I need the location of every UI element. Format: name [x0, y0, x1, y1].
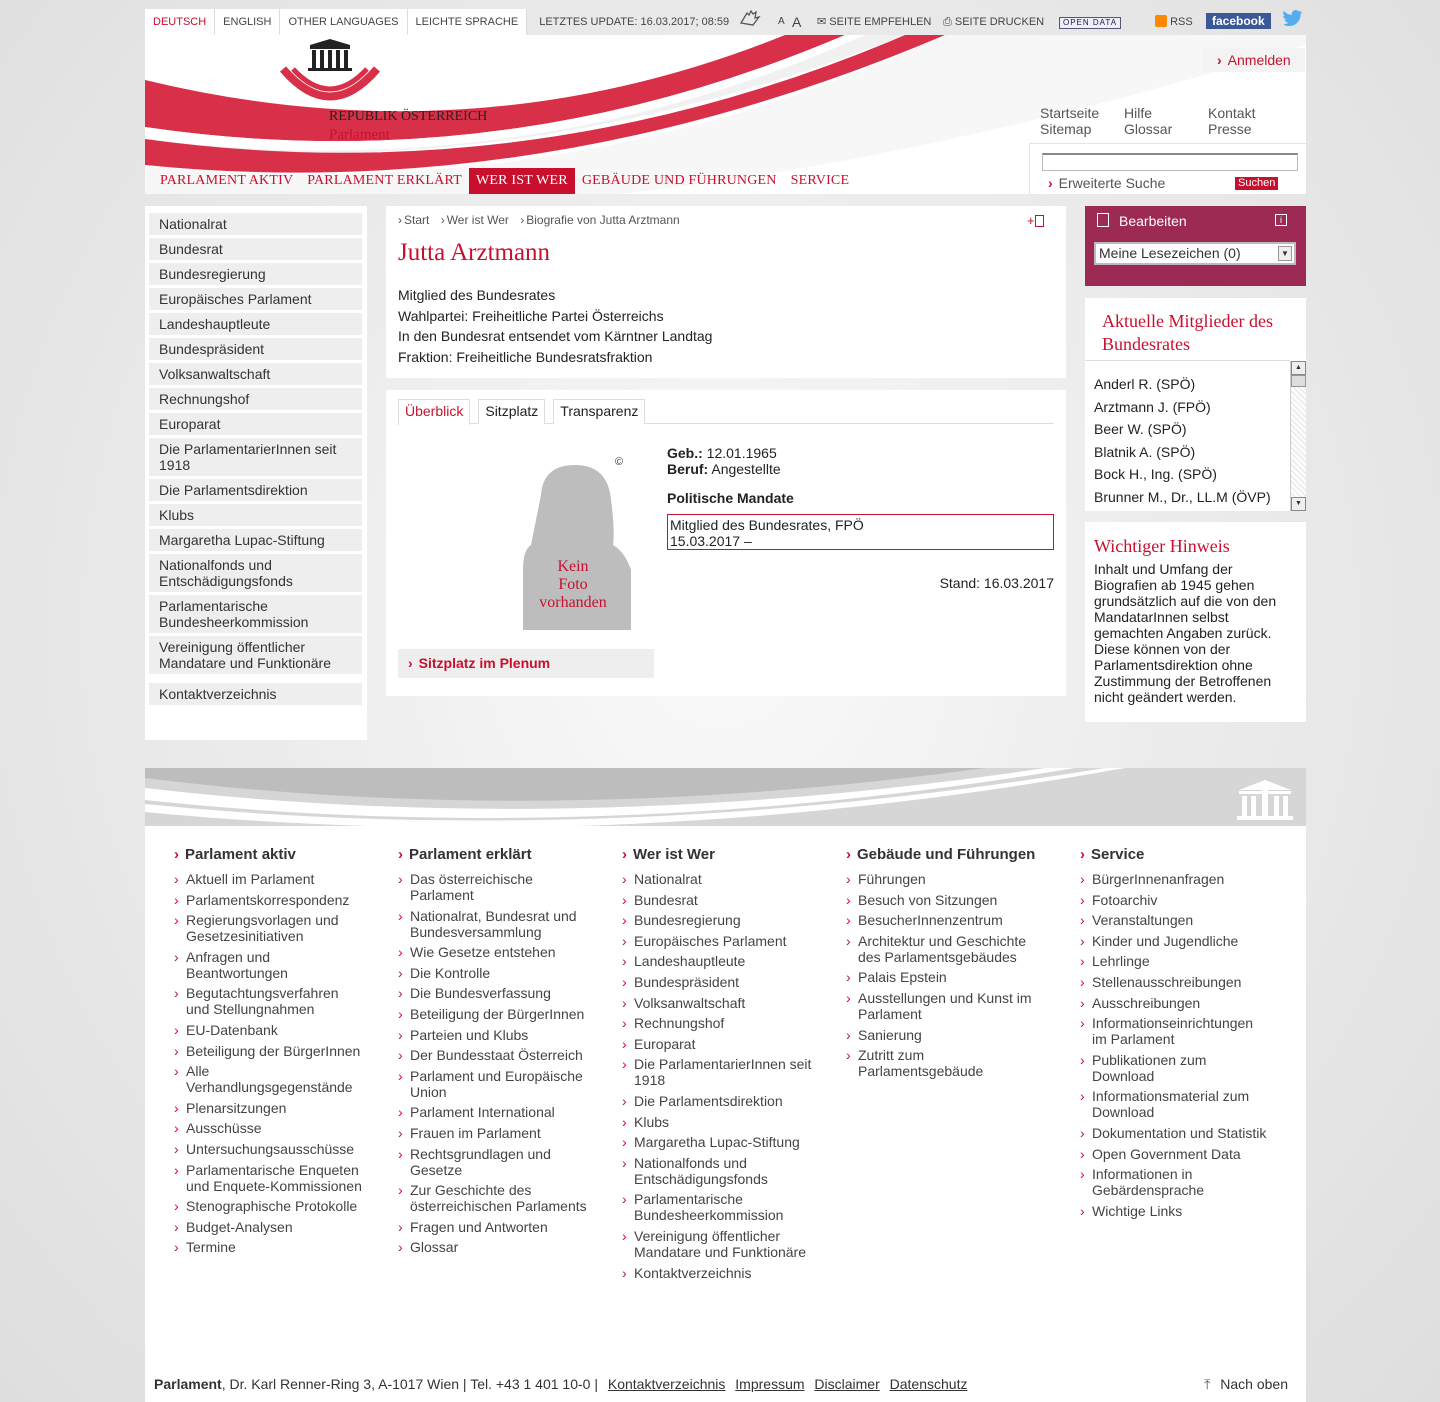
- footer-link-disclaimer[interactable]: Disclaimer: [814, 1376, 880, 1392]
- footer-link[interactable]: › Zur Geschichte des österreichischen Parlaments: [398, 1182, 588, 1214]
- footer-column: [1080, 846, 1270, 1223]
- scroll-up-icon[interactable]: ▲: [1291, 361, 1306, 375]
- footer-link[interactable]: › Europäisches Parlament: [622, 933, 812, 949]
- list-item[interactable]: Anderl R. (SPÖ): [1094, 376, 1196, 392]
- profile-facts: [398, 285, 712, 367]
- footer-column: [846, 846, 1036, 1084]
- list-item[interactable]: Arztmann J. (FPÖ): [1094, 398, 1211, 415]
- footer-link[interactable]: › Ausschreibungen: [1080, 995, 1270, 1011]
- edit-box: [1085, 206, 1306, 286]
- lang-deutsch[interactable]: DEUTSCH: [145, 9, 215, 35]
- footer-column: [622, 846, 812, 1285]
- footer-address: , Dr. Karl Renner-Ring 3, A-1017 Wien | Tel. +43 1 401 10-0 |: [221, 1376, 598, 1392]
- nav-wer-ist-wer[interactable]: WER IST WER: [469, 168, 575, 194]
- list-item[interactable]: Blatnik A. (SPÖ): [1094, 443, 1196, 460]
- footer-link[interactable]: › Parlament International: [398, 1104, 588, 1120]
- sidebar-item-nationalrat[interactable]: Nationalrat: [149, 213, 362, 235]
- seat-plenum-link[interactable]: › Sitzplatz im Plenum: [398, 649, 654, 678]
- sidebar-item-parlamentsdirektion[interactable]: Die Parlamentsdirektion: [149, 479, 362, 501]
- chevron-down-icon: ▼: [1278, 246, 1292, 261]
- footer-link[interactable]: › Termine: [174, 1239, 364, 1255]
- footer-link[interactable]: › Parlament und Europäische Union: [398, 1068, 588, 1100]
- advanced-search-link[interactable]: › Erweiterte Suche: [1048, 175, 1165, 191]
- footer-link[interactable]: › Klubs: [622, 1114, 812, 1130]
- footer-link[interactable]: › Besuch von Sitzungen: [846, 892, 1036, 908]
- logo-line-parlament: Parlament: [329, 127, 390, 143]
- list-item[interactable]: Bock H., Ing. (SPÖ): [1094, 466, 1217, 482]
- footer-link[interactable]: › Glossar: [398, 1239, 588, 1255]
- search-area: [1029, 143, 1306, 194]
- footer-column: [174, 846, 364, 1260]
- footer-link[interactable]: › Beteiligung der BürgerInnen: [174, 1043, 364, 1059]
- sidebar-item-bundesrat[interactable]: Bundesrat: [149, 238, 362, 260]
- sidebar-item-klubs[interactable]: Klubs: [149, 504, 362, 526]
- rss-icon: [1155, 15, 1167, 27]
- meta-presse[interactable]: Presse: [1208, 121, 1252, 137]
- footer-link[interactable]: › Anfragen und Beantwortungen: [174, 949, 364, 981]
- sidebar-item-europarat[interactable]: Europarat: [149, 413, 362, 435]
- tab-ueberblick[interactable]: Überblick: [398, 399, 470, 425]
- footer-link[interactable]: › Informationsmaterial zum Download: [1080, 1088, 1270, 1120]
- footer-link[interactable]: › BesucherInnenzentrum: [846, 912, 1036, 928]
- open-data-link[interactable]: [1059, 9, 1121, 35]
- back-to-top-link[interactable]: ⤒ Nach oben: [1204, 1376, 1288, 1393]
- fact-wahlpartei: Wahlpartei: Freiheitliche Partei Österreichs: [398, 307, 664, 324]
- birth-label: Geb.:: [667, 445, 703, 461]
- footer-link[interactable]: › Plenarsitzungen: [174, 1100, 364, 1116]
- last-update: LETZTES UPDATE: 16.03.2017; 08:59: [539, 16, 730, 28]
- sidebar-item-landeshauptleute[interactable]: Landeshauptleute: [149, 313, 362, 335]
- footer-link[interactable]: › Vereinigung öffentlicher Mandatare und Funktionäre: [622, 1228, 812, 1260]
- footer-link[interactable]: › Bundesrat: [622, 892, 812, 908]
- footer-link[interactable]: › Wie Gesetze entstehen: [398, 944, 588, 960]
- footer-link[interactable]: › Volksanwaltschaft: [622, 995, 812, 1011]
- sidebar-item-bundesheerkommission[interactable]: Parlamentarische Bundesheerkommission: [149, 595, 362, 633]
- list-item[interactable]: Brunner M., Dr., LL.M (ÖVP): [1094, 488, 1271, 505]
- no-photo-text: [523, 558, 623, 612]
- search-input[interactable]: [1042, 153, 1298, 171]
- sidebar: [145, 206, 367, 740]
- footer-link[interactable]: › Die Kontrolle: [398, 965, 588, 981]
- breadcrumb-current: › Biografie von Jutta Arztmann: [520, 213, 679, 227]
- footer-link[interactable]: › Rechtsgrundlagen und Gesetze: [398, 1146, 588, 1178]
- main-navigation: [145, 168, 856, 194]
- profile-card: [386, 206, 1066, 378]
- mandate-line-2: 15.03.2017 –: [670, 533, 752, 549]
- footer-link[interactable]: › Landeshauptleute: [622, 953, 812, 969]
- footer-link[interactable]: › Bundesregierung: [622, 912, 812, 928]
- footer-link[interactable]: › Informationseinrichtungen im Parlament: [1080, 1015, 1270, 1047]
- footer-link[interactable]: › Die ParlamentarierInnen seit 1918: [622, 1056, 812, 1088]
- members-list: [1085, 360, 1290, 510]
- font-small-button[interactable]: A: [778, 16, 785, 27]
- rss-label: RSS: [1170, 16, 1193, 28]
- meta-startseite[interactable]: Startseite: [1040, 105, 1100, 121]
- fact-fraktion: Fraktion: Freiheitliche Bundesratsfraktion: [398, 348, 653, 365]
- footer-swoosh: [145, 768, 1306, 826]
- footer-link[interactable]: › Nationalrat, Bundesrat und Bundesversammlung: [398, 908, 588, 940]
- current-members-box: [1085, 298, 1306, 511]
- recommend-label: SEITE EMPFEHLEN: [829, 16, 932, 28]
- footer-link[interactable]: › Parlamentarische Bundesheerkommission: [622, 1191, 812, 1223]
- edit-title: Bearbeiten: [1119, 213, 1187, 229]
- meta-sitemap[interactable]: Sitemap: [1040, 121, 1092, 137]
- footer-link[interactable]: › Das österreichische Parlament: [398, 871, 588, 903]
- mandate-line-1: Mitglied des Bundesrates, FPÖ: [670, 517, 864, 533]
- footer-column-title[interactable]: › Gebäude und Führungen: [846, 846, 1036, 863]
- footer-link[interactable]: › Parlamentarische Enqueten und Enquete-Kommissionen: [174, 1162, 364, 1194]
- footer-link[interactable]: › Stellenausschreibungen: [1080, 974, 1270, 990]
- page-title: Jutta Arztmann: [398, 239, 551, 266]
- copyright-symbol: ©: [615, 456, 624, 468]
- footer-link[interactable]: › Dokumentation und Statistik: [1080, 1125, 1270, 1141]
- sign-language-icon[interactable]: [739, 9, 761, 35]
- parliament-building-icon: [1235, 776, 1295, 822]
- footer-link[interactable]: › Publikationen zum Download: [1080, 1052, 1270, 1084]
- print-link[interactable]: [943, 9, 1044, 35]
- footer-link[interactable]: › Die Bundesverfassung: [398, 985, 588, 1001]
- tab-bar: [398, 399, 1054, 424]
- logo-line-republik: REPUBLIK ÖSTERREICH: [329, 109, 488, 124]
- footer-link[interactable]: › Alle Verhandlungsgegenstände: [174, 1063, 364, 1095]
- footer-link[interactable]: › Stenographische Protokolle: [174, 1198, 364, 1214]
- nav-parlament-erklaert[interactable]: PARLAMENT ERKLÄRT: [307, 173, 462, 188]
- meta-navigation: [1040, 105, 1292, 137]
- bookmarks-select[interactable]: [1094, 242, 1296, 265]
- footer-link[interactable]: › Regierungsvorlagen und Gesetzesinitiativen: [174, 912, 364, 944]
- meta-hilfe[interactable]: Hilfe: [1124, 105, 1153, 121]
- print-label: SEITE DRUCKEN: [954, 16, 1045, 28]
- mandates-heading: Politische Mandate: [667, 490, 794, 506]
- recommend-link[interactable]: [817, 9, 931, 35]
- birth-date: 12.01.1965: [706, 445, 777, 461]
- site-footer: [145, 768, 1306, 1402]
- sidebar-item-bundesregierung[interactable]: Bundesregierung: [149, 263, 362, 285]
- profession-label: Beruf:: [667, 461, 709, 477]
- sidebar-item-vereinigung-mandatare[interactable]: Vereinigung öffentlicher Mandatare und Funktionäre: [149, 636, 362, 674]
- sidebar-item-kontaktverzeichnis[interactable]: Kontaktverzeichnis: [149, 683, 362, 705]
- twitter-icon[interactable]: [1283, 9, 1303, 35]
- footer-link-kontaktverzeichnis[interactable]: Kontaktverzeichnis: [607, 1376, 726, 1392]
- notice-box: [1085, 522, 1306, 722]
- footer-link[interactable]: › Parteien und Klubs: [398, 1027, 588, 1043]
- footer-link[interactable]: › Fragen und Antworten: [398, 1219, 588, 1235]
- footer-link[interactable]: › Zutritt zum Parlamentsgebäude: [846, 1047, 1036, 1079]
- footer-link[interactable]: › Europarat: [622, 1036, 812, 1052]
- nav-service[interactable]: SERVICE: [790, 173, 850, 188]
- printer-icon: ⎙: [943, 16, 952, 28]
- footer-link[interactable]: › Margaretha Lupac-Stiftung: [622, 1134, 812, 1150]
- sidebar-item-rechnungshof[interactable]: Rechnungshof: [149, 388, 362, 410]
- footer-column-title[interactable]: › Service: [1080, 846, 1270, 863]
- footer-link[interactable]: › Sanierung: [846, 1027, 1036, 1043]
- tab-transparenz[interactable]: Transparenz: [553, 399, 645, 424]
- notice-text: Inhalt und Umfang der Biografien ab 1945 gehen grundsätzlich auf die von den MandatarInnen selbst gemachten Angaben zurück. Diese können von der Parlamentsdirektion ohne Zustimmung der Betroffenen nicht geändert werden.: [1094, 561, 1277, 705]
- sidebar-item-parlamentarierinnen-1918[interactable]: Die ParlamentarierInnen seit 1918: [149, 438, 362, 476]
- members-heading: Aktuelle Mitglieder des Bundesrates: [1102, 311, 1273, 354]
- footer-link[interactable]: › Der Bundesstaat Österreich: [398, 1047, 588, 1063]
- footer-link[interactable]: › Architektur und Geschichte des Parlamentsgebäudes: [846, 933, 1036, 965]
- footer-link[interactable]: › Bundespräsident: [622, 974, 812, 990]
- footer-link[interactable]: › BürgerInnenanfragen: [1080, 871, 1270, 887]
- bookmarks-value: Meine Lesezeichen (0): [1099, 245, 1241, 261]
- meta-kontakt[interactable]: Kontakt: [1208, 105, 1256, 121]
- facebook-link[interactable]: [1206, 9, 1271, 35]
- footer-link[interactable]: › Veranstaltungen: [1080, 912, 1270, 928]
- footer-link[interactable]: › Begutachtungsverfahren und Stellungnahmen: [174, 985, 364, 1017]
- personal-details: [667, 445, 781, 477]
- footer-address-bar: [154, 1376, 967, 1392]
- sidebar-item-nationalfonds[interactable]: Nationalfonds und Entschädigungsfonds: [149, 554, 362, 592]
- footer-link[interactable]: › Untersuchungsausschüsse: [174, 1141, 364, 1157]
- footer-link[interactable]: › Aktuell im Parlament: [174, 871, 364, 887]
- nav-parlament-aktiv[interactable]: PARLAMENT AKTIV: [160, 173, 294, 188]
- notice-heading: Wichtiger Hinweis: [1094, 536, 1230, 556]
- footer-link[interactable]: › Fotoarchiv: [1080, 892, 1270, 908]
- fact-mitglied: Mitglied des Bundesrates: [398, 287, 556, 303]
- fact-entsendet: In den Bundesrat entsendet vom Kärntner Landtag: [398, 328, 713, 344]
- breadcrumb-wer-ist-wer[interactable]: › Wer ist Wer: [441, 213, 509, 227]
- search-button[interactable]: Suchen: [1235, 177, 1278, 190]
- info-icon[interactable]: i: [1275, 214, 1287, 226]
- meta-glossar[interactable]: Glossar: [1124, 121, 1173, 137]
- logo-text[interactable]: [329, 107, 487, 145]
- parliament-logo: [275, 39, 395, 109]
- footer-link[interactable]: › Budget-Analysen: [174, 1219, 364, 1235]
- sidebar-item-europaeisches-parlament[interactable]: Europäisches Parlament: [149, 288, 362, 310]
- footer-link[interactable]: › Palais Epstein: [846, 969, 1036, 985]
- lang-leichte-sprache[interactable]: LEICHTE SPRACHE: [408, 9, 528, 35]
- site-header: [145, 35, 1306, 194]
- rss-link[interactable]: [1155, 9, 1193, 35]
- footer-link[interactable]: › Führungen: [846, 871, 1036, 887]
- add-bookmark-icon[interactable]: +: [1027, 213, 1044, 228]
- font-large-button[interactable]: A: [792, 14, 802, 30]
- scroll-down-icon[interactable]: ▼: [1291, 497, 1306, 511]
- footer-link[interactable]: › Beteiligung der BürgerInnen: [398, 1006, 588, 1022]
- scroll-thumb[interactable]: [1291, 375, 1306, 387]
- footer-column-title[interactable]: › Wer ist Wer: [622, 846, 812, 863]
- breadcrumb-start[interactable]: › Start: [398, 213, 429, 227]
- mandate-box: [667, 514, 1054, 550]
- bookmark-icon: [1097, 213, 1109, 227]
- nav-gebaeude-fuehrungen[interactable]: GEBÄUDE UND FÜHRUNGEN: [581, 173, 777, 188]
- footer-link[interactable]: › Nationalfonds und Entschädigungsfonds: [622, 1155, 812, 1187]
- profession-value: Angestellte: [711, 461, 781, 477]
- facebook-logo: facebook: [1206, 13, 1271, 29]
- no-photo-line-2: Foto: [558, 576, 588, 593]
- lang-other[interactable]: OTHER LANGUAGES: [280, 9, 407, 35]
- no-photo-line-1: Kein: [557, 558, 589, 575]
- top-bar: [145, 9, 1306, 35]
- sidebar-item-bundespraesident[interactable]: Bundespräsident: [149, 338, 362, 360]
- breadcrumb: [398, 213, 688, 227]
- footer-band: [145, 768, 1306, 826]
- lang-english[interactable]: ENGLISH: [215, 9, 280, 35]
- footer-link[interactable]: › Rechnungshof: [622, 1015, 812, 1031]
- footer-link[interactable]: › Nationalrat: [622, 871, 812, 887]
- footer-link[interactable]: › Ausschüsse: [174, 1120, 364, 1136]
- sidebar-item-volksanwaltschaft[interactable]: Volksanwaltschaft: [149, 363, 362, 385]
- footer-link-datenschutz[interactable]: Datenschutz: [889, 1376, 968, 1392]
- footer-link[interactable]: › Ausstellungen und Kunst im Parlament: [846, 990, 1036, 1022]
- mail-icon: ✉: [817, 16, 827, 28]
- footer-org-name: Parlament: [154, 1376, 222, 1392]
- list-item[interactable]: Beer W. (SPÖ): [1094, 421, 1187, 437]
- members-scrollbar[interactable]: [1290, 361, 1306, 511]
- footer-column-title[interactable]: › Parlament erklärt: [398, 846, 588, 863]
- tabs-panel: [386, 390, 1066, 696]
- footer-link[interactable]: › Lehrlinge: [1080, 953, 1270, 969]
- footer-column-title[interactable]: › Parlament aktiv: [174, 846, 364, 863]
- stand-date: Stand: 16.03.2017: [939, 575, 1054, 591]
- footer-column: [398, 846, 588, 1260]
- login-button[interactable]: › Anmelden: [1203, 48, 1305, 72]
- footer-link[interactable]: › Die Parlamentsdirektion: [622, 1093, 812, 1109]
- footer-link[interactable]: › Kinder und Jugendliche: [1080, 933, 1270, 949]
- footer-link-impressum[interactable]: Impressum: [735, 1376, 805, 1392]
- footer-link[interactable]: › Kontaktverzeichnis: [622, 1265, 812, 1281]
- footer-link[interactable]: › Informationen in Gebärdensprache: [1080, 1166, 1270, 1198]
- sidebar-item-lupac-stiftung[interactable]: Margaretha Lupac-Stiftung: [149, 529, 362, 551]
- footer-link[interactable]: › Frauen im Parlament: [398, 1125, 588, 1141]
- footer-link[interactable]: › Parlamentskorrespondenz: [174, 892, 364, 908]
- open-data-badge: OPEN DATA: [1059, 17, 1121, 29]
- footer-link[interactable]: › Open Government Data: [1080, 1146, 1270, 1162]
- tab-sitzplatz[interactable]: Sitzplatz: [478, 399, 545, 424]
- footer-link[interactable]: › EU-Datenbank: [174, 1022, 364, 1038]
- footer-link[interactable]: › Wichtige Links: [1080, 1203, 1270, 1219]
- no-photo-line-3: vorhanden: [539, 594, 607, 611]
